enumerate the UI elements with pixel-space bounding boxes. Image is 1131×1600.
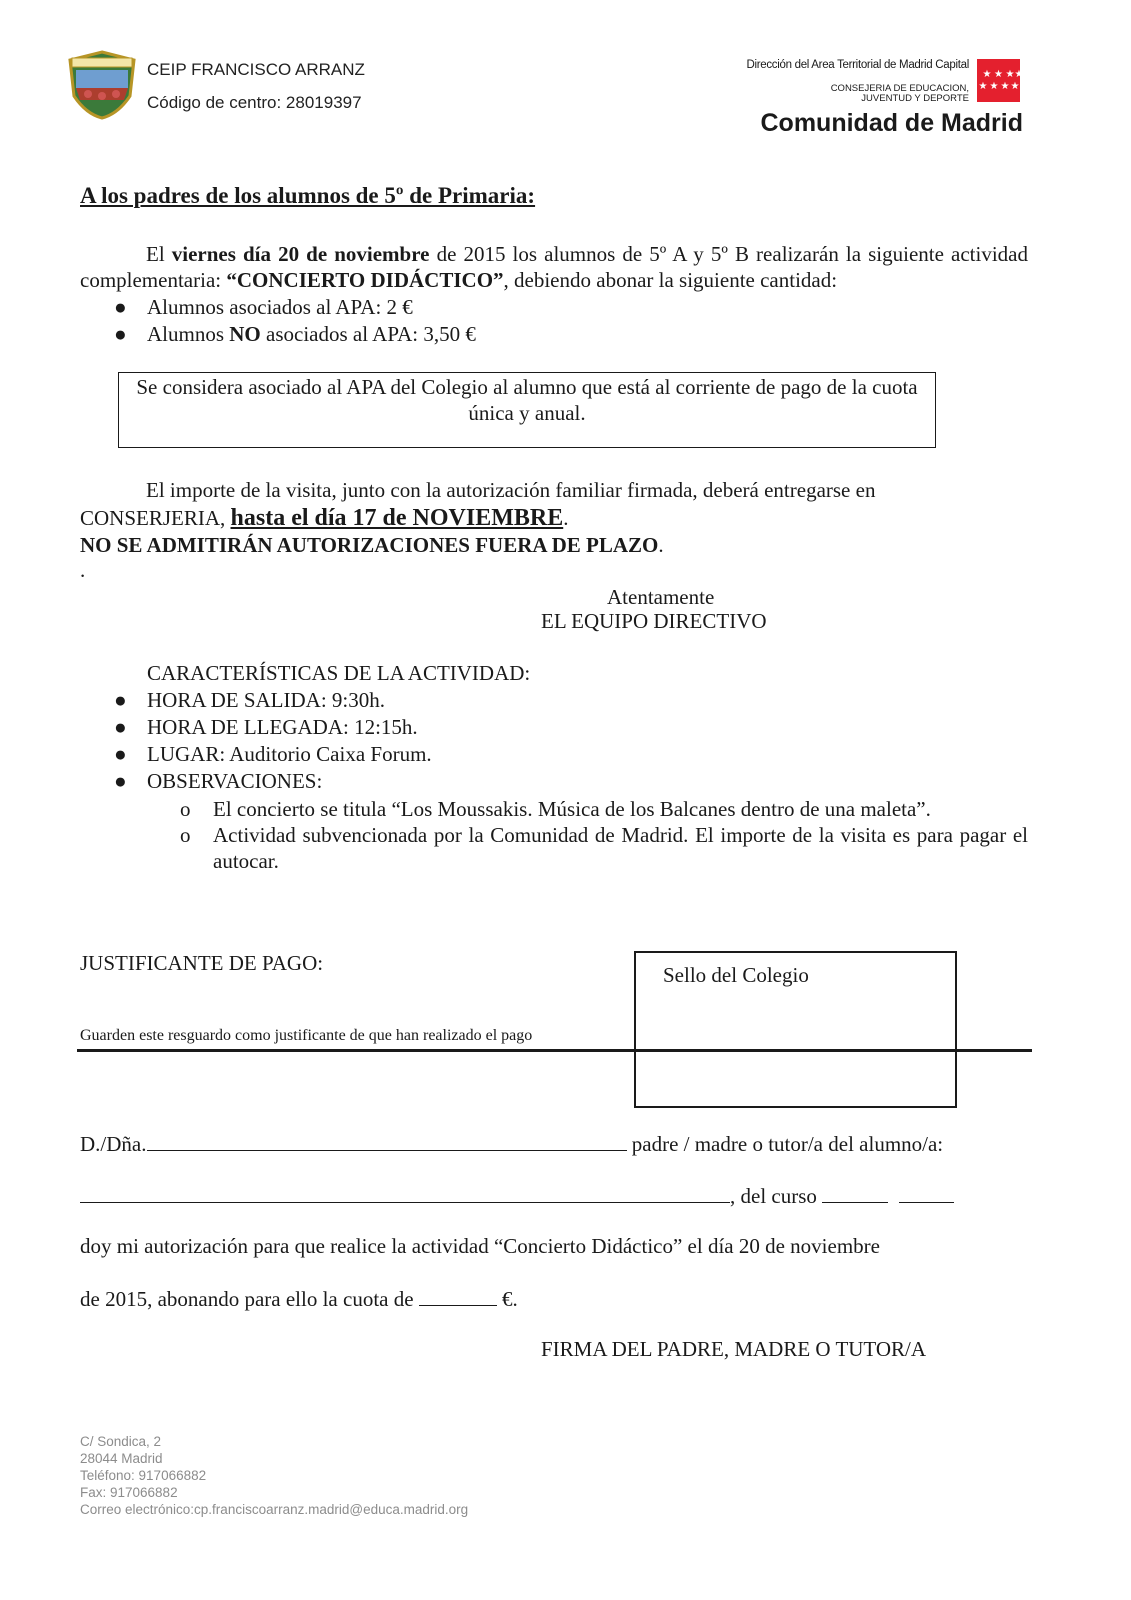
fee-item-1	[114, 294, 413, 321]
name-row	[80, 1130, 943, 1157]
fee-text-1: Alumnos asociados al APA: 2 €	[147, 295, 413, 319]
bullet-icon: ●	[114, 322, 127, 346]
school-name: CEIP FRANCISCO ARRANZ	[147, 60, 365, 79]
parent-label: padre / madre o tutor/a del alumno/a:	[631, 1132, 944, 1156]
footer-city: 28044 Madrid	[80, 1451, 163, 1466]
authorization-text: doy mi autorización para que realice la actividad “Concierto Didáctico” el día 20 de noviembre	[80, 1234, 880, 1258]
name-label: D./Dña.	[80, 1132, 147, 1156]
feature-item	[114, 687, 386, 714]
warning-end: .	[658, 533, 664, 557]
stamp-box	[634, 951, 957, 1108]
svg-text:★: ★	[982, 69, 992, 80]
intro-text-1: El	[146, 242, 172, 266]
bullet-icon: ●	[114, 688, 127, 712]
comunidad-title: Comunidad de Madrid	[760, 109, 1023, 137]
group-line[interactable]	[899, 1182, 954, 1203]
observation-text: El concierto se titula “Los Moussakis. Música de los Balcanes dentro de una maleta”.	[213, 797, 931, 821]
fee-item-2	[114, 321, 476, 348]
student-line[interactable]	[80, 1182, 730, 1203]
course-label: , del curso	[730, 1184, 817, 1208]
delivery-end: .	[563, 506, 569, 530]
delivery-paragraph	[80, 476, 960, 532]
student-row	[80, 1182, 954, 1209]
intro-text-2: de 2015 los alumnos de 5º A y 5º B realizarán la siguiente actividad complementaria:	[80, 242, 1028, 292]
fee-text: de 2015, abonando para ello la cuota de	[80, 1287, 419, 1311]
madrid-flag-logo	[977, 59, 1024, 102]
feature-item	[114, 714, 418, 741]
svg-text:★: ★	[1010, 81, 1020, 92]
observation-item	[180, 822, 1028, 874]
fee-line[interactable]	[419, 1285, 497, 1306]
fee-text-2c: asociados al APA: 3,50 €	[260, 322, 476, 346]
features-heading: CARACTERÍSTICAS DE LA ACTIVIDAD:	[147, 661, 531, 685]
intro-date: viernes día 20 de noviembre	[171, 242, 430, 266]
fee-row	[80, 1285, 518, 1312]
stamp-label: Sello del Colegio	[663, 963, 809, 987]
fee-text-2a: Alumnos	[147, 322, 230, 346]
school-code: Código de centro: 28019397	[147, 93, 362, 112]
footer-phone: Teléfono: 917066882	[80, 1468, 207, 1483]
signature-label: FIRMA DEL PADRE, MADRE O TUTOR/A	[541, 1337, 927, 1361]
svg-text:★: ★	[994, 69, 1003, 80]
svg-text:★: ★	[978, 81, 988, 92]
feature-item	[114, 741, 432, 768]
circle-bullet-icon: o	[180, 823, 191, 847]
apa-note-text: Se considera asociado al APA del Colegio al alumno que está al corriente de pago de la cuota única y anual.	[136, 375, 918, 425]
fee-text-2b: NO	[229, 322, 261, 346]
late-warning	[80, 532, 664, 558]
observation-item	[180, 796, 1028, 822]
bullet-icon: ●	[114, 742, 127, 766]
name-line[interactable]	[147, 1130, 627, 1151]
intro-paragraph	[80, 241, 1028, 293]
school-logo	[66, 50, 138, 120]
intro-text-3: , debiendo abonar la siguiente cantidad:	[503, 268, 838, 292]
feature-text: LUGAR: Auditorio Caixa Forum.	[147, 742, 432, 766]
svg-text:★: ★	[1000, 81, 1010, 92]
intro-activity: “CONCIERTO DIDÁCTICO”	[226, 268, 504, 292]
feature-text: HORA DE LLEGADA: 12:15h.	[147, 715, 418, 739]
feature-text: OBSERVACIONES:	[147, 769, 323, 793]
letter-title: A los padres de los alumnos de 5º de Primaria:	[80, 183, 536, 208]
receipt-note: Guarden este resguardo como justificante de que han realizado el pago	[80, 1027, 533, 1044]
euro-label: €.	[502, 1287, 518, 1311]
footer-fax: Fax: 917066882	[80, 1485, 178, 1500]
svg-text:★: ★	[989, 81, 999, 92]
cut-line	[77, 1049, 1032, 1052]
delivery-deadline: hasta el día 17 de NOVIEMBRE	[230, 505, 564, 531]
consejeria-label-2: JUVENTUD Y DEPORTE	[861, 93, 969, 104]
bullet-icon: ●	[114, 715, 127, 739]
footer-address: C/ Sondica, 2	[80, 1434, 162, 1449]
svg-text:★: ★	[1014, 69, 1024, 80]
receipt-heading: JUSTIFICANTE DE PAGO:	[80, 951, 324, 975]
footer	[80, 1433, 468, 1518]
svg-text:★: ★	[1005, 69, 1015, 80]
feature-text: HORA DE SALIDA: 9:30h.	[147, 688, 386, 712]
stray-dot: .	[80, 558, 86, 582]
feature-item	[114, 768, 323, 795]
delivery-text: El importe de la visita, junto con la autorización familiar firmada, deberá entregarse en CONSERJERIA,	[80, 478, 876, 530]
footer-email[interactable]: Correo electrónico:cp.franciscoarranz.madrid@educa.madrid.org	[80, 1502, 469, 1517]
observation-text: Actividad subvencionada por la Comunidad de Madrid. El importe de la visita es para pagar el autocar.	[213, 823, 1028, 873]
bullet-icon: ●	[114, 769, 127, 793]
apa-note-box	[118, 372, 936, 448]
circle-bullet-icon: o	[180, 797, 191, 821]
warning-text: NO SE ADMITIRÁN AUTORIZACIONES FUERA DE PLAZO	[80, 533, 659, 557]
closing: Atentamente	[607, 585, 715, 609]
consejeria-label-1: CONSEJERIA DE EDUCACION,	[830, 83, 969, 94]
direction-label: Dirección del Area Territorial de Madrid Capital	[746, 59, 969, 71]
signer: EL EQUIPO DIRECTIVO	[541, 609, 767, 633]
course-line[interactable]	[822, 1182, 888, 1203]
bullet-icon: ●	[114, 295, 127, 319]
